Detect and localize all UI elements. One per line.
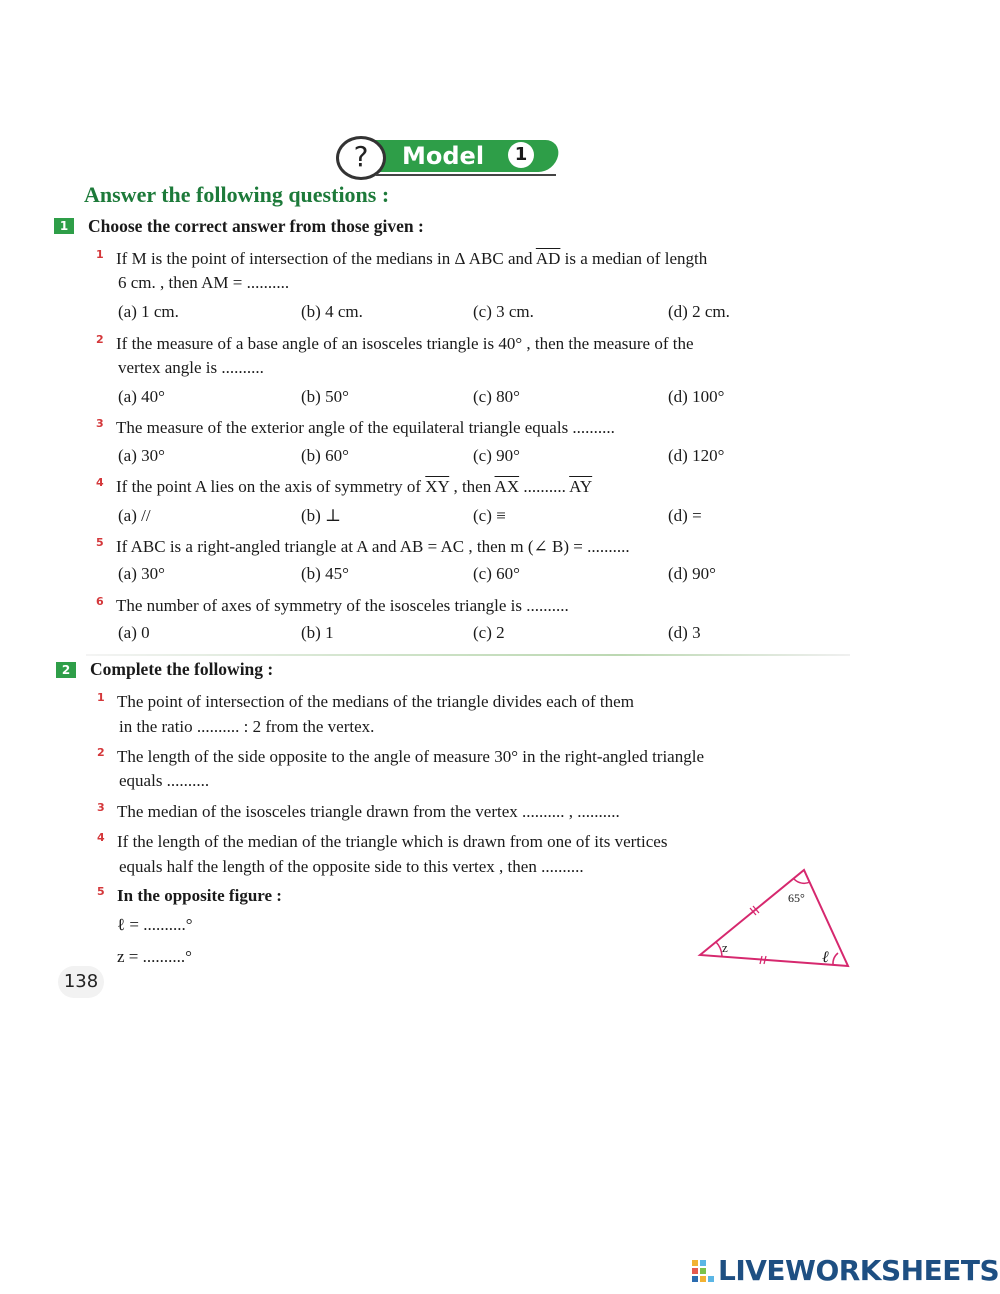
badge-underline <box>376 174 556 176</box>
text: .......... <box>519 477 570 496</box>
question-icon: ? <box>336 136 386 180</box>
question-number: 4 <box>97 831 105 844</box>
complete-1-line-1: The point of intersection of the medians of the triangle divides each of them <box>117 692 634 711</box>
question-number: 1 <box>96 248 104 261</box>
option-d[interactable]: (d) 3 <box>668 623 701 642</box>
segment-ax: $\overline{AX}$ <box>494 477 520 496</box>
text: , then <box>449 477 495 496</box>
question-4-line-1 <box>116 474 592 499</box>
option-b[interactable]: (b) 60° <box>301 446 349 465</box>
answer-l[interactable]: ℓ = ..........° <box>117 915 193 934</box>
question-number: 5 <box>97 885 105 898</box>
text: If M is the point of intersection of the medians in Δ ABC and <box>116 249 536 268</box>
liveworksheets-mark-icon <box>692 1260 714 1282</box>
option-b[interactable]: (b) 50° <box>301 387 349 406</box>
model-label: Model <box>402 142 485 170</box>
option-b[interactable]: (b) 1 <box>301 623 334 642</box>
option-b[interactable]: (b) ⊥ <box>301 506 342 525</box>
angle-arc-l <box>833 953 838 965</box>
question-number: 3 <box>96 417 104 430</box>
question-number: 2 <box>96 333 104 346</box>
question-1-line-2: 6 cm. , then AM = .......... <box>118 273 290 292</box>
segment-ad: $\overline{AD}$ <box>535 249 561 268</box>
option-a[interactable]: (a) // <box>118 506 151 525</box>
question-2-line-2: vertex angle is .......... <box>118 358 264 377</box>
complete-2-line-2: equals .......... <box>119 771 210 790</box>
complete-3-line-1: The median of the isosceles triangle drawn from the vertex .......... , .......... <box>117 802 620 821</box>
text: is a median of length <box>560 249 708 268</box>
option-d[interactable]: (d) 120° <box>668 446 725 465</box>
answer-z[interactable]: z = ..........° <box>117 947 192 966</box>
option-a[interactable]: (a) 40° <box>118 387 165 406</box>
complete-5-title: In the opposite figure : <box>117 886 282 905</box>
question-number: 5 <box>96 536 104 549</box>
section-1-badge: 1 <box>54 218 74 234</box>
complete-1-line-2: in the ratio .......... : 2 from the vertex. <box>119 717 375 736</box>
question-number: 2 <box>97 746 105 759</box>
option-d[interactable]: (d) 90° <box>668 564 716 583</box>
question-number: 6 <box>96 595 104 608</box>
question-number: 4 <box>96 476 104 489</box>
complete-4-line-1: If the length of the median of the triangle which is drawn from one of its vertices <box>117 832 668 851</box>
page-number: 138 <box>58 966 104 998</box>
option-a[interactable]: (a) 30° <box>118 564 165 583</box>
option-d[interactable]: (d) 100° <box>668 387 725 406</box>
question-1-line-1 <box>116 246 707 271</box>
section-divider <box>86 654 850 656</box>
option-b[interactable]: (b) 45° <box>301 564 349 583</box>
option-c[interactable]: (c) 3 cm. <box>473 302 534 321</box>
option-d[interactable]: (d) = <box>668 506 702 525</box>
angle-label-top: 65° <box>788 891 805 905</box>
question-number: 1 <box>97 691 105 704</box>
option-c[interactable]: (c) 2 <box>473 623 505 642</box>
option-a[interactable]: (a) 1 cm. <box>118 302 179 321</box>
triangle-figure <box>690 862 860 974</box>
option-a[interactable]: (a) 0 <box>118 623 150 642</box>
model-badge <box>336 134 562 178</box>
option-a[interactable]: (a) 30° <box>118 446 165 465</box>
question-2-line-1: If the measure of a base angle of an isosceles triangle is 40° , then the measure of the <box>116 334 694 353</box>
complete-2-line-1: The length of the side opposite to the angle of measure 30° in the right-angled triangle <box>117 747 704 766</box>
option-c[interactable]: (c) ≡ <box>473 506 506 525</box>
model-number: 1 <box>508 142 534 168</box>
question-5-line-1: If ABC is a right-angled triangle at A and AB = AC , then m (∠ B) = .......... <box>116 537 630 556</box>
option-c[interactable]: (c) 90° <box>473 446 520 465</box>
text: If the point A lies on the axis of symmetry of <box>116 477 426 496</box>
complete-4-line-2: equals half the length of the opposite side to this vertex , then .......... <box>119 857 584 876</box>
question-number: 3 <box>97 801 105 814</box>
option-b[interactable]: (b) 4 cm. <box>301 302 363 321</box>
angle-label-l: ℓ <box>822 949 829 966</box>
section-1-title: Choose the correct answer from those given : <box>88 216 424 236</box>
question-6-line-1: The number of axes of symmetry of the isosceles triangle is .......... <box>116 596 569 615</box>
question-3-line-1: The measure of the exterior angle of the equilateral triangle equals .......... <box>116 418 615 437</box>
segment-ay: $\overline{AY}$ <box>569 477 593 496</box>
option-c[interactable]: (c) 80° <box>473 387 520 406</box>
option-c[interactable]: (c) 60° <box>473 564 520 583</box>
segment-xy: $\overline{XY}$ <box>425 477 450 496</box>
watermark-text: LIVEWORKSHEETS <box>718 1254 1000 1287</box>
section-2-title: Complete the following : <box>90 659 274 679</box>
page-heading: Answer the following questions : <box>84 182 390 207</box>
option-d[interactable]: (d) 2 cm. <box>668 302 730 321</box>
angle-label-z: z <box>722 940 728 955</box>
section-2-badge: 2 <box>56 662 76 678</box>
